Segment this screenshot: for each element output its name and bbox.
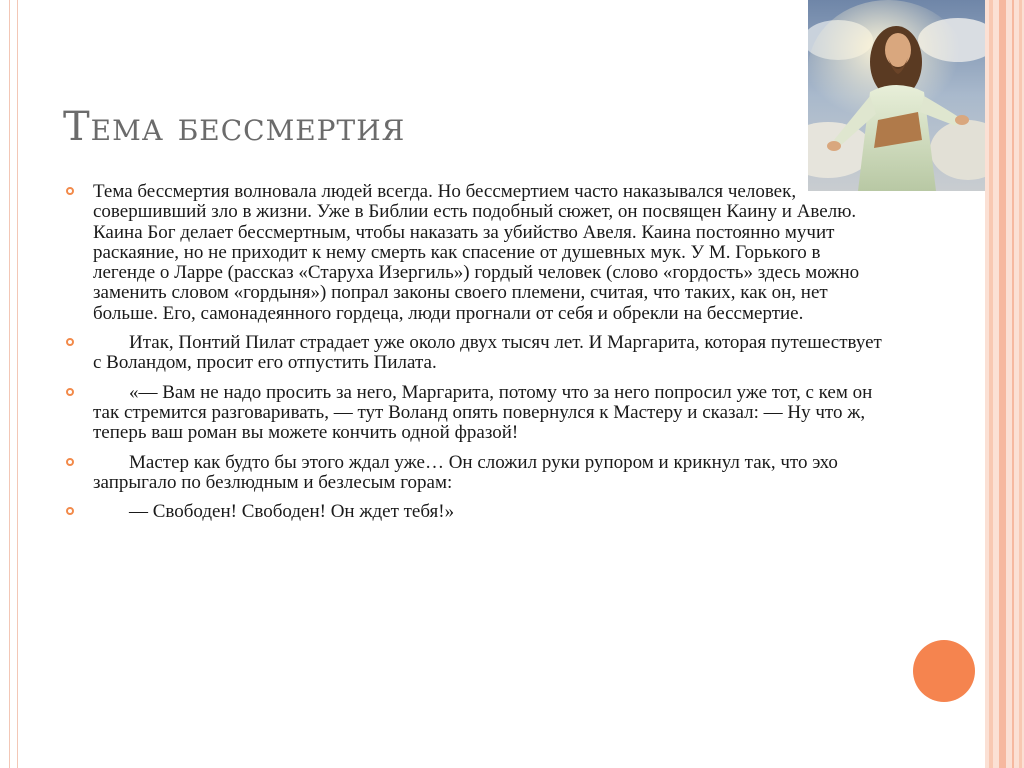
list-item — [66, 383, 886, 444]
left-border-line — [9, 0, 10, 768]
decorative-circle — [913, 640, 975, 702]
bullet-ring-icon — [66, 458, 74, 466]
bullet-ring-icon — [66, 388, 74, 396]
list-item — [66, 182, 886, 324]
paragraph-text: Итак, Понтий Пилат страдает уже около двух тысяч лет. И Маргарита, которая путешествует с Воландом, просит его отпустить Пилата. — [93, 332, 882, 374]
list-item — [66, 333, 886, 374]
right-stripe — [989, 0, 993, 768]
right-stripe — [1012, 0, 1014, 768]
bullet-ring-icon — [66, 507, 74, 515]
paragraph-text: Мастер как будто бы этого ждал уже… Он сложил руки рупором и крикнул так, что эхо запрыгало по безлюдным и безлесым горам: — [93, 451, 838, 493]
list-item — [66, 453, 886, 494]
paragraph-text: Тема бессмертия волновала людей всегда. Но бессмертием часто наказывался человек, совершивший зло в жизни. Уже в Библии есть подобный сюжет, он посвящен Каину и Авелю. Каина Бог делает бессмертным, чтобы наказать за убийство Авеля. Каина постоянно мучит раскаяние, но не приходит к нему смерть как спасение от душевных мук. У М. Горького в легенде о Ларре (рассказ «Старуха Изергиль») гордый человек (слово «гордость» здесь можно заменить словом «гордыня») попрал законы своего племени, считая, что таких, как он, нет больше. Его, самонадеянного гордеца, люди прогнали от себя и обрекли на бессмертие. — [93, 181, 860, 324]
slide-title: Тема бессмертия — [63, 104, 406, 150]
left-border-line-inner — [17, 0, 18, 768]
list-item — [66, 502, 886, 522]
paragraph-text: — Свободен! Свободен! Он ждет тебя!» — [129, 501, 455, 523]
jesus-clouds-picture-icon — [808, 0, 985, 191]
bullet-ring-icon — [66, 187, 74, 195]
slide-body-list — [66, 182, 886, 531]
right-stripe — [1019, 0, 1022, 768]
right-stripe — [999, 0, 1006, 768]
paragraph-text: «— Вам не надо просить за него, Маргарита, потому что за него попросил уже тот, с кем он так стремится разговаривать, — тут Воланд опять повернулся к Мастеру и сказал: — Ну что ж, теперь ваш роман вы можете кончить одной фразой! — [93, 381, 873, 444]
bullet-ring-icon — [66, 338, 74, 346]
